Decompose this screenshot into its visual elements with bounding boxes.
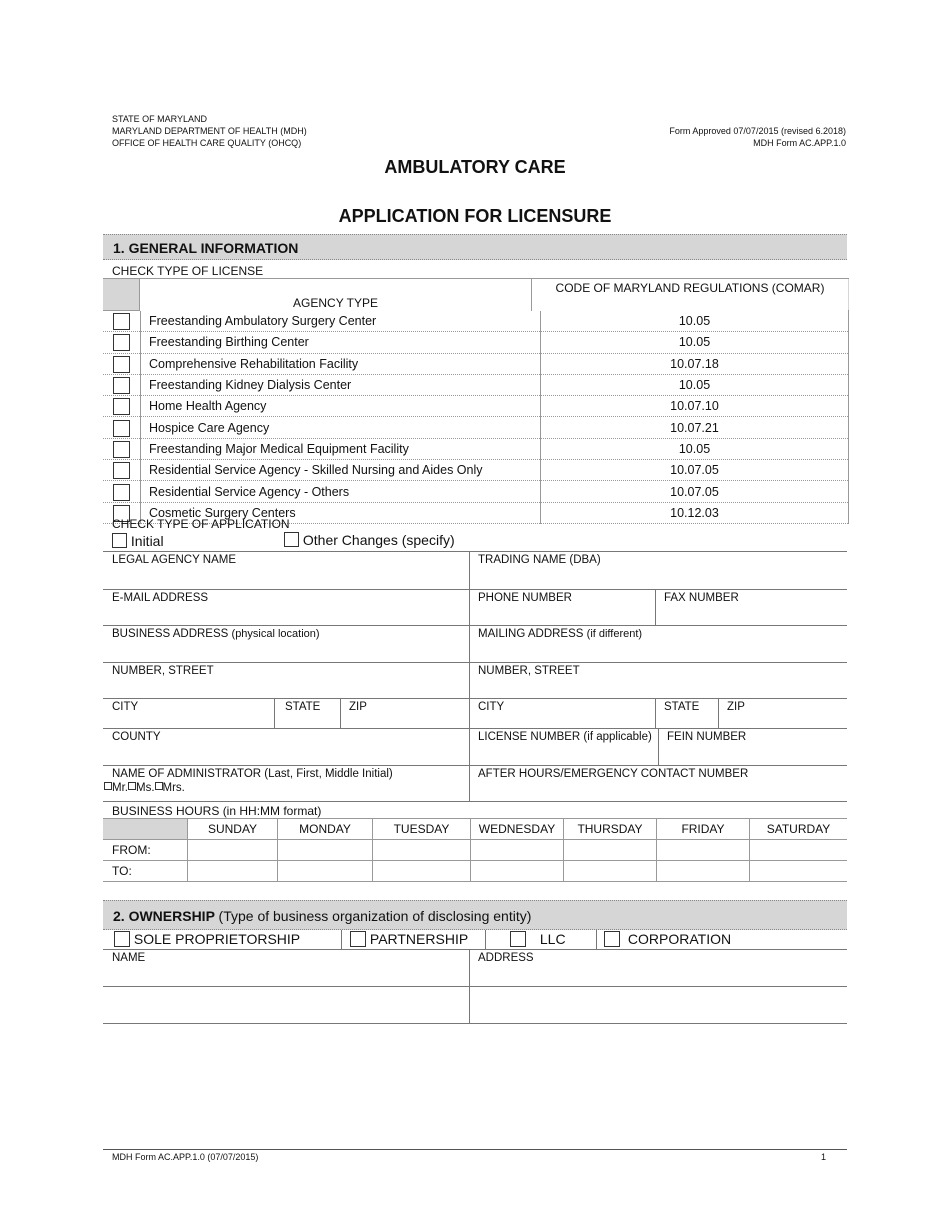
sole-proprietorship-label: SOLE PROPRIETORSHIP [133, 931, 301, 947]
fein-field[interactable]: FEIN NUMBER [667, 731, 747, 743]
license-checkbox-cell [103, 311, 141, 332]
mailing-state-field[interactable]: STATE [664, 701, 700, 713]
administrator-name-field[interactable]: NAME OF ADMINISTRATOR (Last, First, Middle Initial) [112, 768, 393, 780]
license-checkbox[interactable] [113, 462, 130, 479]
from-friday[interactable] [657, 840, 750, 861]
license-comar-code: 10.07.21 [541, 417, 849, 438]
license-comar-code: 10.12.03 [541, 502, 849, 523]
other-changes-label: Other Changes (specify) [302, 532, 455, 548]
form-approved: Form Approved 07/07/2015 (revised 6.2018) [669, 126, 846, 136]
email-field[interactable]: E-MAIL ADDRESS [112, 592, 209, 604]
license-row [103, 332, 849, 353]
page-number: 1 [821, 1152, 827, 1162]
option-corporation[interactable] [604, 931, 731, 947]
mailing-address-field[interactable] [469, 625, 642, 640]
col-agency-type: AGENCY TYPE [293, 296, 378, 310]
license-number-field[interactable]: LICENSE NUMBER (if applicable) [478, 731, 652, 743]
license-checkbox-cell [103, 417, 141, 438]
license-agency-type: Residential Service Agency - Others [141, 481, 541, 502]
initial-label: Initial [130, 533, 164, 549]
license-checkbox-cell [103, 396, 141, 417]
option-llc[interactable] [510, 931, 566, 947]
ms-checkbox[interactable] [128, 782, 136, 790]
license-checkbox[interactable] [113, 334, 130, 351]
license-agency-type: Comprehensive Rehabilitation Facility [141, 353, 541, 374]
license-checkbox-cell [103, 481, 141, 502]
mr-checkbox[interactable] [104, 782, 112, 790]
license-checkbox[interactable] [113, 420, 130, 437]
license-checkbox[interactable] [113, 441, 130, 458]
day-tuesday: TUESDAY [373, 819, 471, 840]
mailing-address-label: MAILING ADDRESS [478, 628, 584, 640]
mailing-address-note: (if different) [586, 628, 643, 640]
license-table [103, 311, 849, 524]
trading-name-field[interactable]: TRADING NAME (DBA) [478, 554, 601, 566]
administrator-title-options [104, 782, 185, 794]
license-row [103, 311, 849, 332]
section-ownership [103, 900, 847, 930]
header-line: MARYLAND DEPARTMENT OF HEALTH (MDH) [112, 126, 307, 136]
from-wednesday[interactable] [471, 840, 564, 861]
license-row [103, 460, 849, 481]
license-row [103, 481, 849, 502]
license-checkbox[interactable] [113, 356, 130, 373]
option-sole-proprietorship[interactable] [114, 931, 300, 947]
initial-checkbox[interactable] [112, 533, 127, 548]
license-comar-code: 10.07.05 [541, 460, 849, 481]
from-thursday[interactable] [564, 840, 657, 861]
header-line: STATE OF MARYLAND [112, 114, 208, 124]
page-subtitle: APPLICATION FOR LICENSURE [338, 206, 612, 226]
business-address-field[interactable] [103, 625, 320, 640]
to-sunday[interactable] [188, 861, 278, 882]
business-hours-table [103, 818, 847, 882]
mrs-label: Mrs. [162, 782, 185, 794]
to-thursday[interactable] [564, 861, 657, 882]
option-partnership[interactable] [350, 931, 468, 947]
ownership-note: (Type of business organization of disclosing entity) [218, 908, 532, 924]
business-city-field[interactable]: CITY [112, 701, 139, 713]
license-checkbox[interactable] [113, 377, 130, 394]
license-row [103, 374, 849, 395]
from-sunday[interactable] [188, 840, 278, 861]
license-row [103, 353, 849, 374]
check-license-label: CHECK TYPE OF LICENSE [112, 264, 264, 278]
owner-address-field[interactable]: ADDRESS [478, 952, 534, 964]
license-comar-code: 10.05 [541, 438, 849, 459]
license-comar-code: 10.07.05 [541, 481, 849, 502]
to-tuesday[interactable] [373, 861, 471, 882]
form-id: MDH Form AC.APP.1.0 [753, 138, 846, 148]
mr-label: Mr. [112, 782, 128, 794]
license-agency-type: Hospice Care Agency [141, 417, 541, 438]
to-wednesday[interactable] [471, 861, 564, 882]
business-zip-field[interactable]: ZIP [349, 701, 367, 713]
from-label: FROM: [103, 840, 188, 861]
day-thursday: THURSDAY [564, 819, 657, 840]
ownership-title: 2. OWNERSHIP [113, 908, 215, 924]
license-row [103, 417, 849, 438]
license-checkbox[interactable] [113, 484, 130, 501]
hours-corner [103, 819, 188, 840]
llc-label: LLC [539, 931, 566, 947]
county-field[interactable]: COUNTY [112, 731, 161, 743]
business-street-field[interactable]: NUMBER, STREET [112, 665, 214, 677]
license-agency-type: Residential Service Agency - Skilled Nursing and Aides Only [141, 460, 541, 481]
license-agency-type: Freestanding Major Medical Equipment Facility [141, 438, 541, 459]
sole-proprietorship-checkbox[interactable] [114, 931, 130, 947]
license-agency-type: Cosmetic Surgery Centers [141, 502, 541, 523]
mailing-zip-field[interactable]: ZIP [727, 701, 745, 713]
business-hours-label: BUSINESS HOURS (in HH:MM format) [112, 804, 322, 818]
license-checkbox-cell [103, 438, 141, 459]
day-monday: MONDAY [278, 819, 373, 840]
llc-checkbox[interactable] [510, 931, 526, 947]
after-hours-field[interactable]: AFTER HOURS/EMERGENCY CONTACT NUMBER [478, 768, 749, 780]
check-application-label: CHECK TYPE OF APPLICATION [112, 517, 290, 531]
license-checkbox-cell [103, 460, 141, 481]
ms-label: Ms. [135, 782, 155, 794]
application-other[interactable] [284, 532, 455, 548]
license-checkbox[interactable] [113, 313, 130, 330]
partnership-label: PARTNERSHIP [369, 931, 469, 947]
license-table-header [103, 278, 849, 311]
license-row [103, 438, 849, 459]
license-comar-code: 10.07.10 [541, 396, 849, 417]
from-monday[interactable] [278, 840, 373, 861]
license-agency-type: Freestanding Ambulatory Surgery Center [141, 311, 541, 332]
owner-address-field-2[interactable] [470, 987, 847, 1022]
license-checkbox-cell [103, 374, 141, 395]
corporation-label: CORPORATION [627, 931, 732, 947]
license-agency-type: Home Health Agency [141, 396, 541, 417]
business-address-note: (physical location) [231, 628, 320, 640]
license-comar-code: 10.07.18 [541, 353, 849, 374]
license-comar-code: 10.05 [541, 311, 849, 332]
section-general-information: 1. GENERAL INFORMATION [103, 234, 847, 260]
corporation-checkbox[interactable] [604, 931, 620, 947]
to-monday[interactable] [278, 861, 373, 882]
to-friday[interactable] [657, 861, 750, 882]
license-comar-code: 10.05 [541, 332, 849, 353]
day-friday: FRIDAY [657, 819, 750, 840]
header-line: OFFICE OF HEALTH CARE QUALITY (OHCQ) [112, 138, 302, 148]
license-checkbox-cell [103, 332, 141, 353]
form-info [669, 125, 846, 149]
agency-header [112, 113, 307, 149]
mailing-street-field[interactable]: NUMBER, STREET [478, 665, 580, 677]
phone-field[interactable]: PHONE NUMBER [478, 592, 572, 604]
business-address-label: BUSINESS ADDRESS [112, 628, 229, 640]
page-title: AMBULATORY CARE [384, 157, 566, 177]
day-sunday: SUNDAY [188, 819, 278, 840]
license-agency-type: Freestanding Birthing Center [141, 332, 541, 353]
legal-agency-name-field[interactable]: LEGAL AGENCY NAME [112, 554, 236, 566]
partnership-checkbox[interactable] [350, 931, 366, 947]
from-tuesday[interactable] [373, 840, 471, 861]
col-comar: CODE OF MARYLAND REGULATIONS (COMAR) [555, 281, 825, 295]
to-saturday[interactable] [750, 861, 848, 882]
owner-name-field[interactable]: NAME [112, 952, 146, 964]
application-initial[interactable] [112, 533, 164, 549]
license-checkbox[interactable] [113, 398, 130, 415]
footer-form-id: MDH Form AC.APP.1.0 (07/07/2015) [112, 1152, 259, 1162]
license-comar-code: 10.05 [541, 374, 849, 395]
day-saturday: SATURDAY [750, 819, 848, 840]
to-label: TO: [103, 861, 188, 882]
from-saturday[interactable] [750, 840, 848, 861]
license-row [103, 396, 849, 417]
owner-name-field-2[interactable] [103, 987, 469, 1022]
license-agency-type: Freestanding Kidney Dialysis Center [141, 374, 541, 395]
license-checkbox-cell [103, 353, 141, 374]
day-wednesday: WEDNESDAY [471, 819, 564, 840]
fax-field[interactable]: FAX NUMBER [664, 592, 739, 604]
business-state-field[interactable]: STATE [285, 701, 321, 713]
other-changes-checkbox[interactable] [284, 532, 299, 547]
mrs-checkbox[interactable] [155, 782, 163, 790]
mailing-city-field[interactable]: CITY [478, 701, 505, 713]
